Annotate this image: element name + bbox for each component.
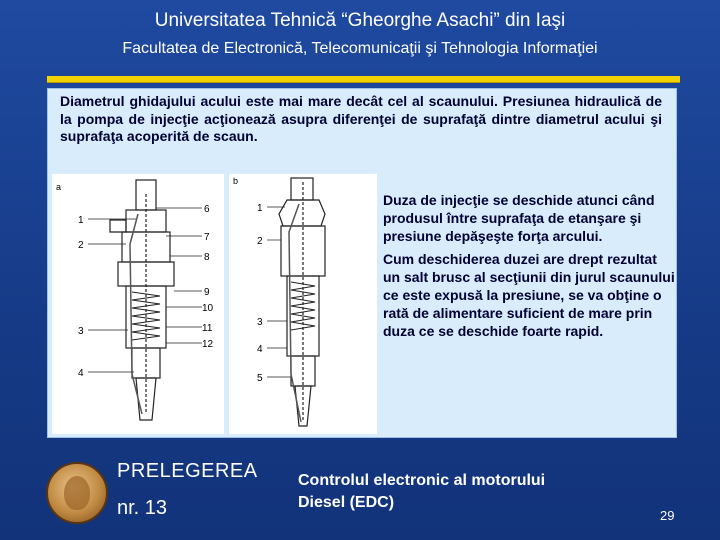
- figure-b-head: [279, 200, 325, 226]
- figure-a-label-6: 6: [204, 204, 210, 215]
- course-title: [298, 470, 628, 514]
- figure-b-label-3: 3: [257, 317, 263, 328]
- side-text-block: [383, 191, 675, 345]
- figure-b-label-2: 2: [257, 236, 263, 247]
- course-title-line-1: Controlul electronic al motorului: [298, 472, 546, 489]
- figure-a-label-4: 4: [78, 368, 84, 379]
- intro-paragraph: Diametrul ghidajului acului este mai mare decât cel al scaunului. Presiunea hidraulică de la pompa de injecţie acţionează asupra diferenţei de suprafaţă dintre diametrul acului şi suprafaţa acoperită de scaun.: [60, 93, 662, 144]
- university-title: Universitatea Tehnică “Gheorghe Asachi” din Iaşi: [154, 10, 566, 31]
- side-paragraph-1: Duza de injecţie se deschide atunci când produsul între suprafaţa de etanşare şi presiune depăşeşte forţa arcului.: [383, 192, 655, 244]
- faculty-title: Facultatea de Electronică, Telecomunicaţii şi Tehnologia Informaţiei: [122, 40, 598, 57]
- figure-a-svg: [52, 174, 224, 434]
- figure-a-fitting: [110, 220, 126, 232]
- figure-b-label-5: 5: [257, 373, 263, 384]
- figure-a-letter: a: [56, 182, 62, 192]
- figure-b-letter: b: [233, 176, 239, 186]
- lecture-number: nr. 13: [117, 497, 168, 519]
- figure-b-inlet: [291, 178, 313, 200]
- figure-a-label-10: 10: [202, 303, 214, 314]
- page-number: 29: [660, 508, 675, 523]
- figure-a-label-3: 3: [78, 326, 84, 337]
- figure-a-injector-diagram: [52, 174, 224, 434]
- figure-a-label-12: 12: [202, 339, 214, 350]
- figure-a-label-8: 8: [204, 252, 210, 263]
- yellow-divider: [47, 76, 680, 83]
- course-title-line-2: Diesel (EDC): [298, 494, 395, 511]
- medal-portrait-icon: [64, 476, 90, 510]
- figure-b-label-4: 4: [257, 344, 263, 355]
- university-medal-logo: [46, 462, 108, 524]
- figure-a-label-9: 9: [204, 287, 210, 298]
- figure-b-svg: [229, 174, 377, 434]
- figure-b-nozzle-holder: [291, 356, 315, 386]
- figure-a-nozzle-holder: [132, 348, 160, 378]
- figure-a-label-7: 7: [204, 232, 210, 243]
- side-paragraph-2: Cum deschiderea duzei are drept rezultat un salt brusc al secţiunii din jurul scaunului ce este expusă la presiune, se va obţine o rată de alimentare suficient de mare prin duza ce se deschide foarte rapid.: [383, 251, 675, 339]
- figure-a-label-1: 1: [78, 215, 84, 226]
- figure-a-label-2: 2: [78, 240, 84, 251]
- figure-b-label-1: 1: [257, 203, 263, 214]
- lecture-label: PRELEGEREA: [117, 460, 258, 482]
- figure-b-injector-diagram: [229, 174, 377, 434]
- figure-a-label-11: 11: [202, 323, 213, 334]
